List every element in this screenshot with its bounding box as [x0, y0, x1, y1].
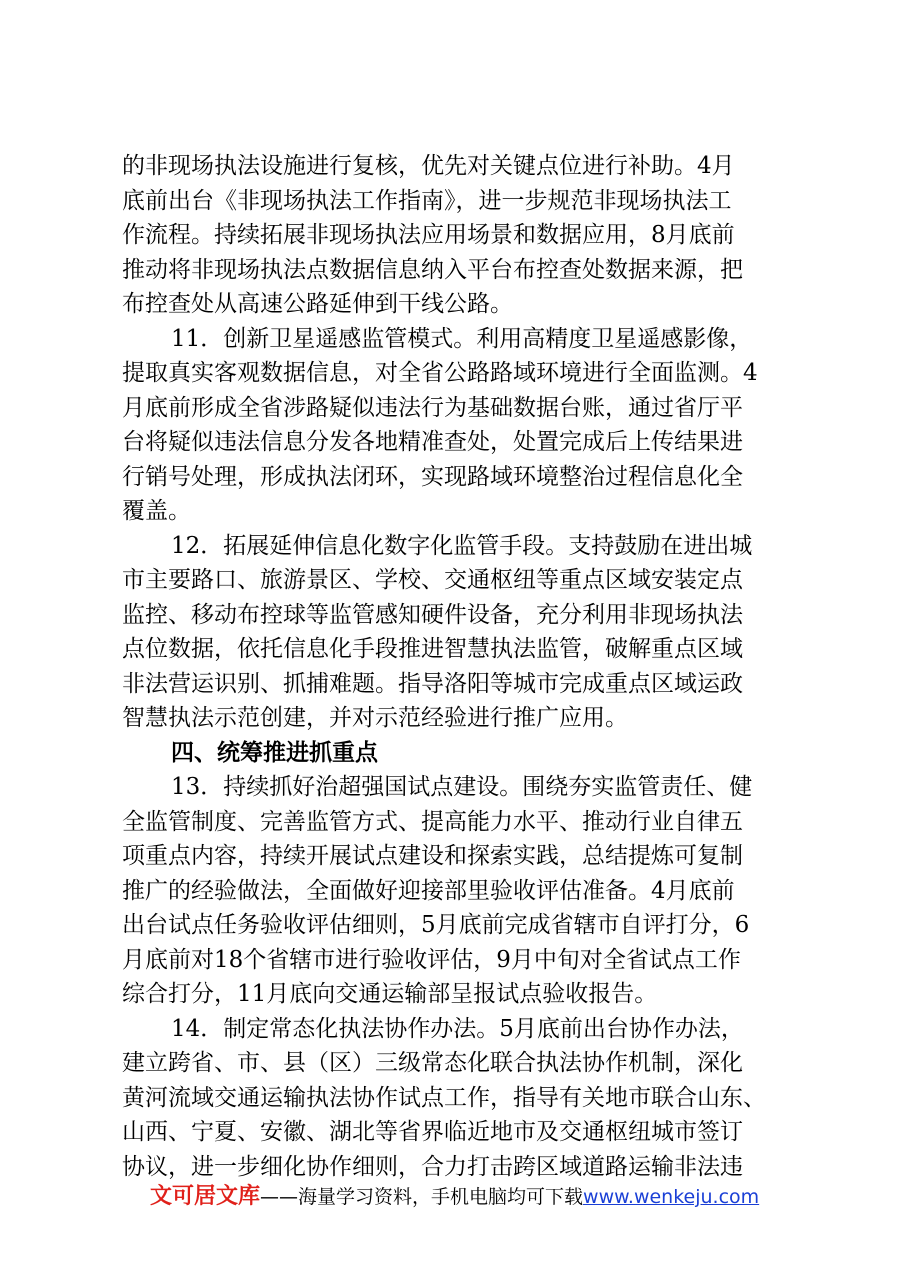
body-line: 建立跨省、市、县（区）三级常态化联合执法协作机制，深化	[122, 1050, 743, 1076]
paragraph-11-first-line: 11．创新卫星遥感监管模式。利用高精度卫星遥感影像，	[171, 326, 753, 352]
paragraph-14-first-line: 14．制定常态化执法协作办法。5月底前出台协作办法，	[171, 1016, 744, 1042]
body-line: 全监管制度、完善监管方式、提高能力水平、推动行业自律五	[122, 809, 743, 835]
body-line: 推广的经验做法，全面做好迎接部里验收评估准备。4月底前	[122, 878, 735, 904]
body-line: 非法营运识别、抓捕难题。指导洛阳等城市完成重点区域运政	[122, 671, 743, 697]
body-line: 点位数据，依托信息化手段推进智慧执法监管，破解重点区域	[122, 636, 743, 662]
body-line: 市主要路口、旅游景区、学校、交通枢纽等重点区域安装定点	[122, 567, 743, 593]
body-line: 协议，进一步细化协作细则，合力打击跨区域道路运输非法违	[122, 1154, 743, 1180]
body-line: 行销号处理，形成执法闭环，实现路域环境整治过程信息化全	[122, 464, 743, 490]
body-line: 作流程。持续拓展非现场执法应用场景和数据应用，8月底前	[122, 222, 735, 248]
paragraph-13-first-line: 13．持续抓好治超强国试点建设。围绕夯实监管责任、健	[171, 774, 753, 800]
footer-tagline: ——海量学习资料，手机电脑均可下载	[260, 1186, 584, 1208]
body-line: 布控查处从高速公路延伸到干线公路。	[122, 291, 513, 317]
body-line: 提取真实客观数据信息，对全省公路路域环境进行全面监测。4	[122, 360, 758, 386]
body-line: 的非现场执法设施进行复核，优先对关键点位进行补助。4月	[122, 153, 735, 179]
body-line: 综合打分，11月底向交通运输部呈报试点验收报告。	[122, 981, 658, 1007]
body-line: 智慧执法示范创建，并对示范经验进行推广应用。	[122, 705, 628, 731]
footer-banner	[150, 1181, 790, 1213]
body-line: 推动将非现场执法点数据信息纳入平台布控查处数据来源，把	[122, 257, 743, 283]
body-line: 月底前形成全省涉路疑似违法行为基础数据台账，通过省厅平	[122, 395, 743, 421]
section-heading: 四、统筹推进抓重点	[171, 740, 378, 766]
body-line: 底前出台《非现场执法工作指南》，进一步规范非现场执法工	[122, 188, 732, 214]
body-line: 项重点内容，持续开展试点建设和探索实践，总结提炼可复制	[122, 843, 743, 869]
body-line: 出台试点任务验收评估细则，5月底前完成省辖市自评打分，6	[122, 912, 750, 938]
body-line: 覆盖。	[122, 498, 191, 524]
body-line: 监控、移动布控球等监管感知硬件设备，充分利用非现场执法	[122, 602, 743, 628]
footer-brand: 文可居文库	[150, 1184, 261, 1209]
body-line: 黄河流域交通运输执法协作试点工作，指导有关地市联合山东、	[122, 1085, 766, 1111]
body-line: 台将疑似违法信息分发各地精准查处，处置完成后上传结果进	[122, 429, 743, 455]
body-line: 山西、宁夏、安徽、湖北等省界临近地市及交通枢纽城市签订	[122, 1119, 743, 1145]
paragraph-12-first-line: 12．拓展延伸信息化数字化监管手段。支持鼓励在进出城	[171, 533, 753, 559]
body-line: 月底前对18个省辖市进行验收评估，9月中旬对全省试点工作	[122, 947, 741, 973]
footer-url-link[interactable]: www.wenkeju.com	[583, 1186, 760, 1208]
